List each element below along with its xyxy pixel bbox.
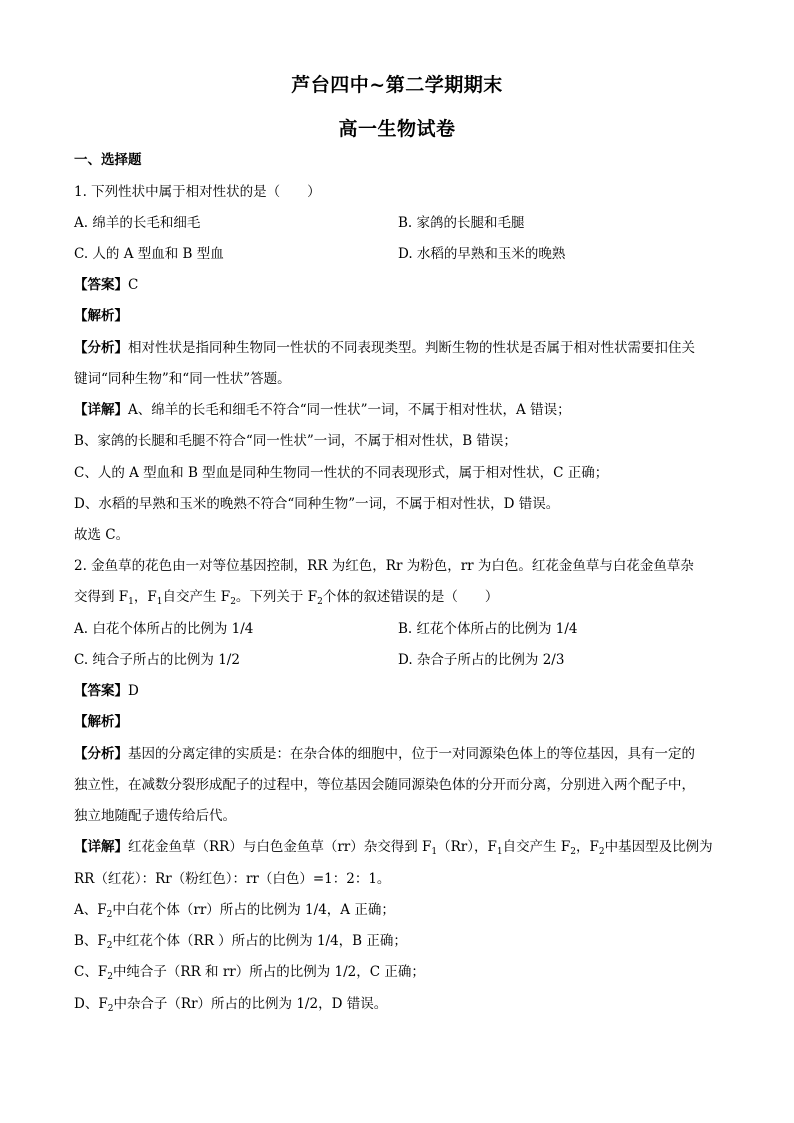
answer-value: C <box>128 277 139 293</box>
xiangjie-tag: 【详解】 <box>74 839 128 855</box>
xiangjie-tag: 【详解】 <box>74 402 128 418</box>
text: C、F <box>74 964 108 980</box>
q2-fenxi-line3: 独立地随配子遗传给后代。 <box>74 808 236 824</box>
subscript: 1 <box>156 597 163 607</box>
q2-xiangjie-b <box>74 931 407 951</box>
q1-conclusion: 故选 C。 <box>74 527 130 543</box>
q1-option-b: B. 家鸽的长腿和毛腿 <box>398 215 525 231</box>
q2-xiangjie-line1 <box>74 837 713 857</box>
q2-stem-line1: 2. 金鱼草的花色由一对等位基因控制，RR 为红色，Rr 为粉色，rr 为白色。红花金鱼草与白花金鱼草杂 <box>74 558 694 574</box>
q1-stem: 1. 下列性状中属于相对性状的是（ ） <box>74 184 321 200</box>
answer-tag: 【答案】 <box>74 277 128 293</box>
text: A、F <box>74 902 107 918</box>
subscript: 1 <box>496 847 503 857</box>
fenxi-tag: 【分析】 <box>74 746 128 762</box>
q1-xiangjie-a <box>74 400 571 420</box>
q1-analysis-heading: 【解析】 <box>74 308 128 324</box>
q1-answer <box>74 275 138 295</box>
text: 中红花个体（RR ）所占的比例为 1/4，B 正确； <box>112 933 407 949</box>
q1-option-c: C. 人的 A 型血和 B 型血 <box>74 246 224 262</box>
subscript: 2 <box>107 1004 114 1014</box>
q2-analysis-heading: 【解析】 <box>74 714 128 730</box>
subscript: 1 <box>431 847 438 857</box>
q1-option-d: D. 水稻的早熟和玉米的晚熟 <box>398 246 566 262</box>
text: 红花金鱼草（RR）与白色金鱼草（rr）杂交得到 F <box>128 839 432 855</box>
text: （Rr），F <box>437 839 497 855</box>
answer-tag: 【答案】 <box>74 683 128 699</box>
fenxi-text: 相对性状是指同种生物同一性状的不同表现类型。判断生物的性状是否属于相对性状需要扣住关 <box>128 340 695 356</box>
q2-xiangjie-d <box>74 994 387 1014</box>
q2-fenxi-line2: 独立性，在减数分裂形成配子的过程中，等位基因会随同源染色体的分开而分离，分别进入两个配子中， <box>74 777 695 793</box>
q2-option-a: A. 白花个体所占的比例为 1/4 <box>74 621 254 637</box>
subscript: 2 <box>598 847 605 857</box>
subscript: 2 <box>317 597 323 607</box>
q2-option-d: D. 杂合子所占的比例为 2/3 <box>398 652 565 668</box>
section-heading: 一、选择题 <box>74 152 142 168</box>
text: ，F <box>133 589 157 605</box>
subscript: 1 <box>128 597 134 607</box>
q2-xiangjie-c <box>74 962 425 982</box>
q1-option-a: A. 绵羊的长毛和细毛 <box>74 215 201 231</box>
text: 中白花个体（rr）所占的比例为 1/4，A 正确； <box>112 902 395 918</box>
text: D、F <box>74 996 108 1012</box>
text: ，F <box>576 839 599 855</box>
q1-xiangjie-d: D、水稻的早熟和玉米的晚熟不符合“同种生物”一词，不属于相对性状，D 错误。 <box>74 496 560 512</box>
q2-fenxi-line1 <box>74 744 695 764</box>
text: 个体的叙述错误的是（ ） <box>322 589 499 605</box>
text: 中基因型及比例为 <box>604 839 713 855</box>
xiangjie-text: A、绵羊的长毛和细毛不符合“同一性状”一词，不属于相对性状，A 错误； <box>128 402 571 418</box>
answer-value: D <box>128 683 139 699</box>
q2-answer <box>74 681 139 701</box>
q2-xiangjie-a <box>74 900 395 920</box>
q1-xiangjie-b: B、家鸽的长腿和毛腿不符合“同一性状”一词，不属于相对性状，B 错误； <box>74 433 517 449</box>
fenxi-text: 基因的分离定律的实质是：在杂合体的细胞中，位于一对同源染色体上的等位基因，具有一定的 <box>128 746 695 762</box>
text: 中纯合子（RR 和 rr）所占的比例为 1/2，C 正确； <box>112 964 425 980</box>
q2-option-b: B. 红花个体所占的比例为 1/4 <box>398 621 578 637</box>
subscript: 2 <box>106 910 113 920</box>
q1-xiangjie-c: C、人的 A 型血和 B 型血是同种生物同一性状的不同表现形式，属于相对性状，C 正确； <box>74 465 609 481</box>
text: 。下列关于 F <box>235 589 318 605</box>
subscript: 2 <box>230 597 236 607</box>
subscript: 2 <box>106 941 113 951</box>
q2-stem-line2 <box>74 587 498 607</box>
text: 自交产生 F <box>502 839 571 855</box>
subscript: 2 <box>570 847 577 857</box>
subscript: 2 <box>107 972 113 982</box>
text: 中杂合子（Rr）所占的比例为 1/2，D 错误。 <box>113 996 388 1012</box>
q1-fenxi-line2: 键词“同种生物”和“同一性状”答题。 <box>74 371 291 387</box>
document-title: 芦台四中~第二学期期末 <box>291 74 503 96</box>
document-subtitle: 高一生物试卷 <box>338 118 456 140</box>
text: 自交产生 F <box>162 589 231 605</box>
text: 交得到 F <box>74 589 129 605</box>
fenxi-tag: 【分析】 <box>74 340 128 356</box>
q2-option-c: C. 纯合子所占的比例为 1/2 <box>74 652 240 668</box>
q1-fenxi-line1 <box>74 338 695 358</box>
text: B、F <box>74 933 107 949</box>
q2-xiangjie-line2: RR（红花）：Rr（粉红色）：rr（白色）=1：2：1。 <box>74 871 391 887</box>
